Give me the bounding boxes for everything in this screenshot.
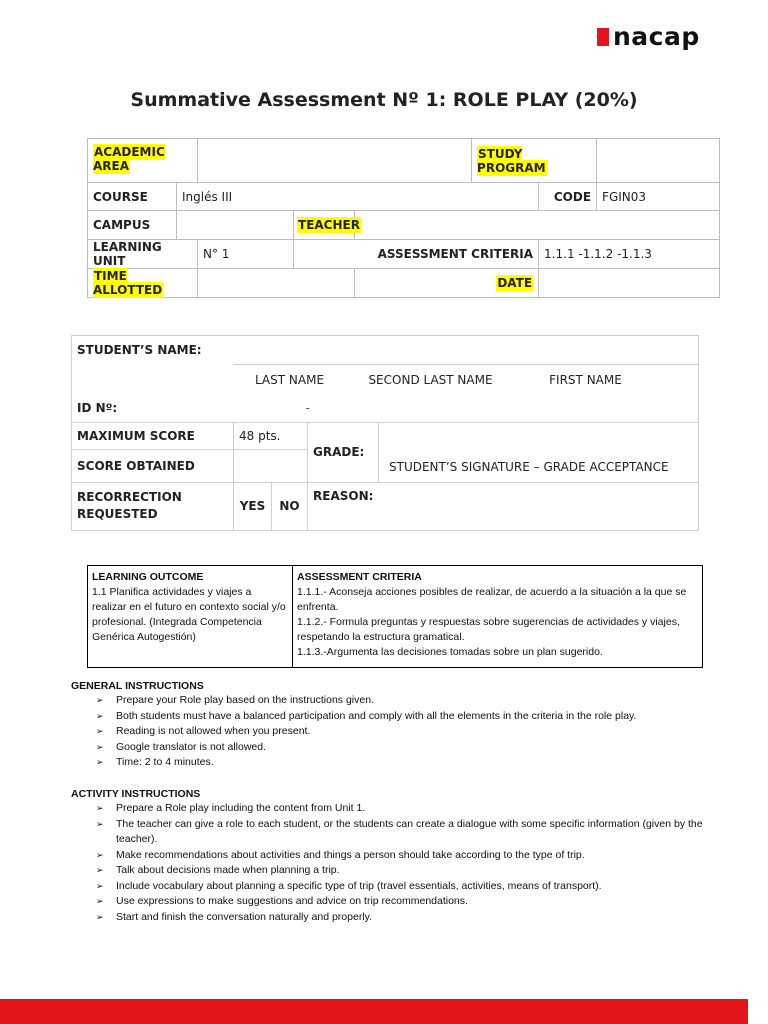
course-value: Inglés III xyxy=(177,183,539,211)
academic-area-label: ACADEMIC AREA xyxy=(93,145,165,173)
nacap-logo xyxy=(597,22,700,51)
name-parts xyxy=(234,365,699,395)
logo-text: nacap xyxy=(613,22,700,51)
list-item: ➢ Talk about decisions made when planning a trip. xyxy=(71,863,711,879)
general-instructions xyxy=(71,680,711,771)
footer-bar xyxy=(0,999,748,1024)
study-program-cell xyxy=(472,139,597,183)
list-item: ➢ Start and finish the conversation naturally and properly. xyxy=(71,910,711,926)
assessment-criteria-value: 1.1.1 -1.1.2 -1.1.3 xyxy=(539,240,720,269)
academic-area-value[interactable] xyxy=(198,139,472,183)
arrow-icon: ➢ xyxy=(96,757,104,767)
arrow-icon: ➢ xyxy=(96,849,104,860)
no-option[interactable]: NO xyxy=(272,482,308,530)
arrow-icon: ➢ xyxy=(96,896,104,906)
score-obtained-label: SCORE OBTAINED xyxy=(72,449,234,482)
max-score-value: 48 pts. xyxy=(234,422,308,449)
general-instructions-title: GENERAL INSTRUCTIONS xyxy=(71,680,204,692)
arrow-icon: ➢ xyxy=(96,865,104,875)
date-label: DATE xyxy=(497,276,533,290)
name-spacer xyxy=(72,365,234,395)
yes-option[interactable]: YES xyxy=(234,482,272,530)
criteria-item: 1.1.1.- Aconseja acciones posibles de realizar, de acuerdo a la situación a la que se enfrenta. xyxy=(297,586,687,613)
date-value[interactable] xyxy=(539,269,720,298)
activity-instructions xyxy=(71,788,711,925)
list-item: ➢ Both students must have a balanced participation and comply with all the elements in the criteria in the role play. xyxy=(71,709,711,725)
criteria-cell xyxy=(293,566,703,668)
criteria-item: 1.1.3.-Argumenta las decisiones tomadas sobre un plan sugerido. xyxy=(297,646,603,658)
course-label: COURSE xyxy=(88,183,177,211)
arrow-icon: ➢ xyxy=(96,803,104,813)
study-program-label: STUDY PROGRAM xyxy=(477,146,546,175)
list-item: ➢ Google translator is not allowed. xyxy=(71,740,711,756)
arrow-icon: ➢ xyxy=(96,880,104,891)
list-item: ➢ Make recommendations about activities and things a person should take according to the type of trip. xyxy=(71,848,711,864)
list-item: ➢ Prepare a Role play including the content from Unit 1. xyxy=(71,801,711,817)
teacher-value[interactable] xyxy=(355,211,720,240)
learning-unit-label: LEARNING UNIT xyxy=(88,240,198,269)
time-allotted-cell xyxy=(88,269,198,298)
outcome-table xyxy=(87,565,703,668)
learning-outcome-text: 1.1 Planifica actividades y viajes a realizar en el futuro en contexto social y/o profesional. (Integrada Competencia Genérica Autogestión) xyxy=(92,586,286,643)
recorrection-label: RECORRECTION REQUESTED xyxy=(72,482,234,530)
time-allotted-label: TIME ALLOTTED xyxy=(93,269,163,297)
signature-label: STUDENT’S SIGNATURE – GRADE ACCEPTANCE xyxy=(379,422,699,482)
learning-outcome-cell xyxy=(88,566,293,668)
list-item: ➢ The teacher can give a role to each student, or the students can create a dialogue with some specific information (given by the teacher). xyxy=(96,817,703,845)
activity-instructions-title: ACTIVITY INSTRUCTIONS xyxy=(71,788,201,800)
code-value: FGIN03 xyxy=(597,183,720,211)
learning-unit-value: N° 1 xyxy=(198,240,294,269)
score-obtained-value[interactable] xyxy=(234,449,308,482)
assessment-criteria-label: ASSESSMENT CRITERIA xyxy=(294,240,539,269)
student-info-table xyxy=(71,335,699,531)
reason-label: REASON: xyxy=(308,482,699,530)
first-name-label: FIRST NAME xyxy=(549,372,622,387)
study-program-value[interactable] xyxy=(597,139,720,183)
list-item: ➢ Include vocabulary about planning a specific type of trip (travel essentials, activities, means of transport). xyxy=(71,879,711,895)
last-name-label: LAST NAME xyxy=(254,372,325,387)
grade-label: GRADE: xyxy=(308,422,379,482)
criteria-item: 1.1.2.- Formula preguntas y respuestas sobre sugerencias de actividades y viajes, respetando la estructura gramatical. xyxy=(297,616,680,643)
max-score-label: MAXIMUM SCORE xyxy=(72,422,234,449)
time-allotted-value[interactable] xyxy=(198,269,355,298)
criteria-title: ASSESSMENT CRITERIA xyxy=(297,571,422,583)
teacher-label: TEACHER xyxy=(298,218,360,232)
arrow-icon: ➢ xyxy=(96,911,104,922)
arrow-icon: ➢ xyxy=(96,741,104,752)
course-info-table xyxy=(87,138,720,298)
page-title: Summative Assessment Nº 1: ROLE PLAY (20%) xyxy=(130,89,638,111)
date-cell xyxy=(355,269,539,298)
arrow-icon: ➢ xyxy=(96,710,104,721)
academic-area-cell xyxy=(88,139,198,183)
arrow-icon: ➢ xyxy=(96,695,104,705)
second-last-name-label: SECOND LAST NAME xyxy=(368,372,493,387)
list-item: ➢ Use expressions to make suggestions and advice on trip recommendations. xyxy=(71,894,711,910)
learning-outcome-title: LEARNING OUTCOME xyxy=(92,571,204,583)
student-name-value[interactable] xyxy=(234,336,699,365)
list-item: ➢ Prepare your Role play based on the instructions given. xyxy=(71,693,711,709)
teacher-cell xyxy=(294,211,360,240)
campus-label: CAMPUS xyxy=(88,211,177,240)
list-item: ➢ Time: 2 to 4 minutes. xyxy=(71,755,711,771)
id-value[interactable]: - xyxy=(234,394,699,422)
code-label: CODE xyxy=(539,183,597,211)
campus-value[interactable] xyxy=(177,211,294,240)
list-item: ➢ Reading is not allowed when you present. xyxy=(71,724,711,740)
logo-mark xyxy=(597,28,609,46)
student-name-label: STUDENT’S NAME: xyxy=(72,336,234,365)
id-label: ID Nº: xyxy=(72,394,234,422)
arrow-icon: ➢ xyxy=(96,818,104,829)
arrow-icon: ➢ xyxy=(96,726,104,736)
